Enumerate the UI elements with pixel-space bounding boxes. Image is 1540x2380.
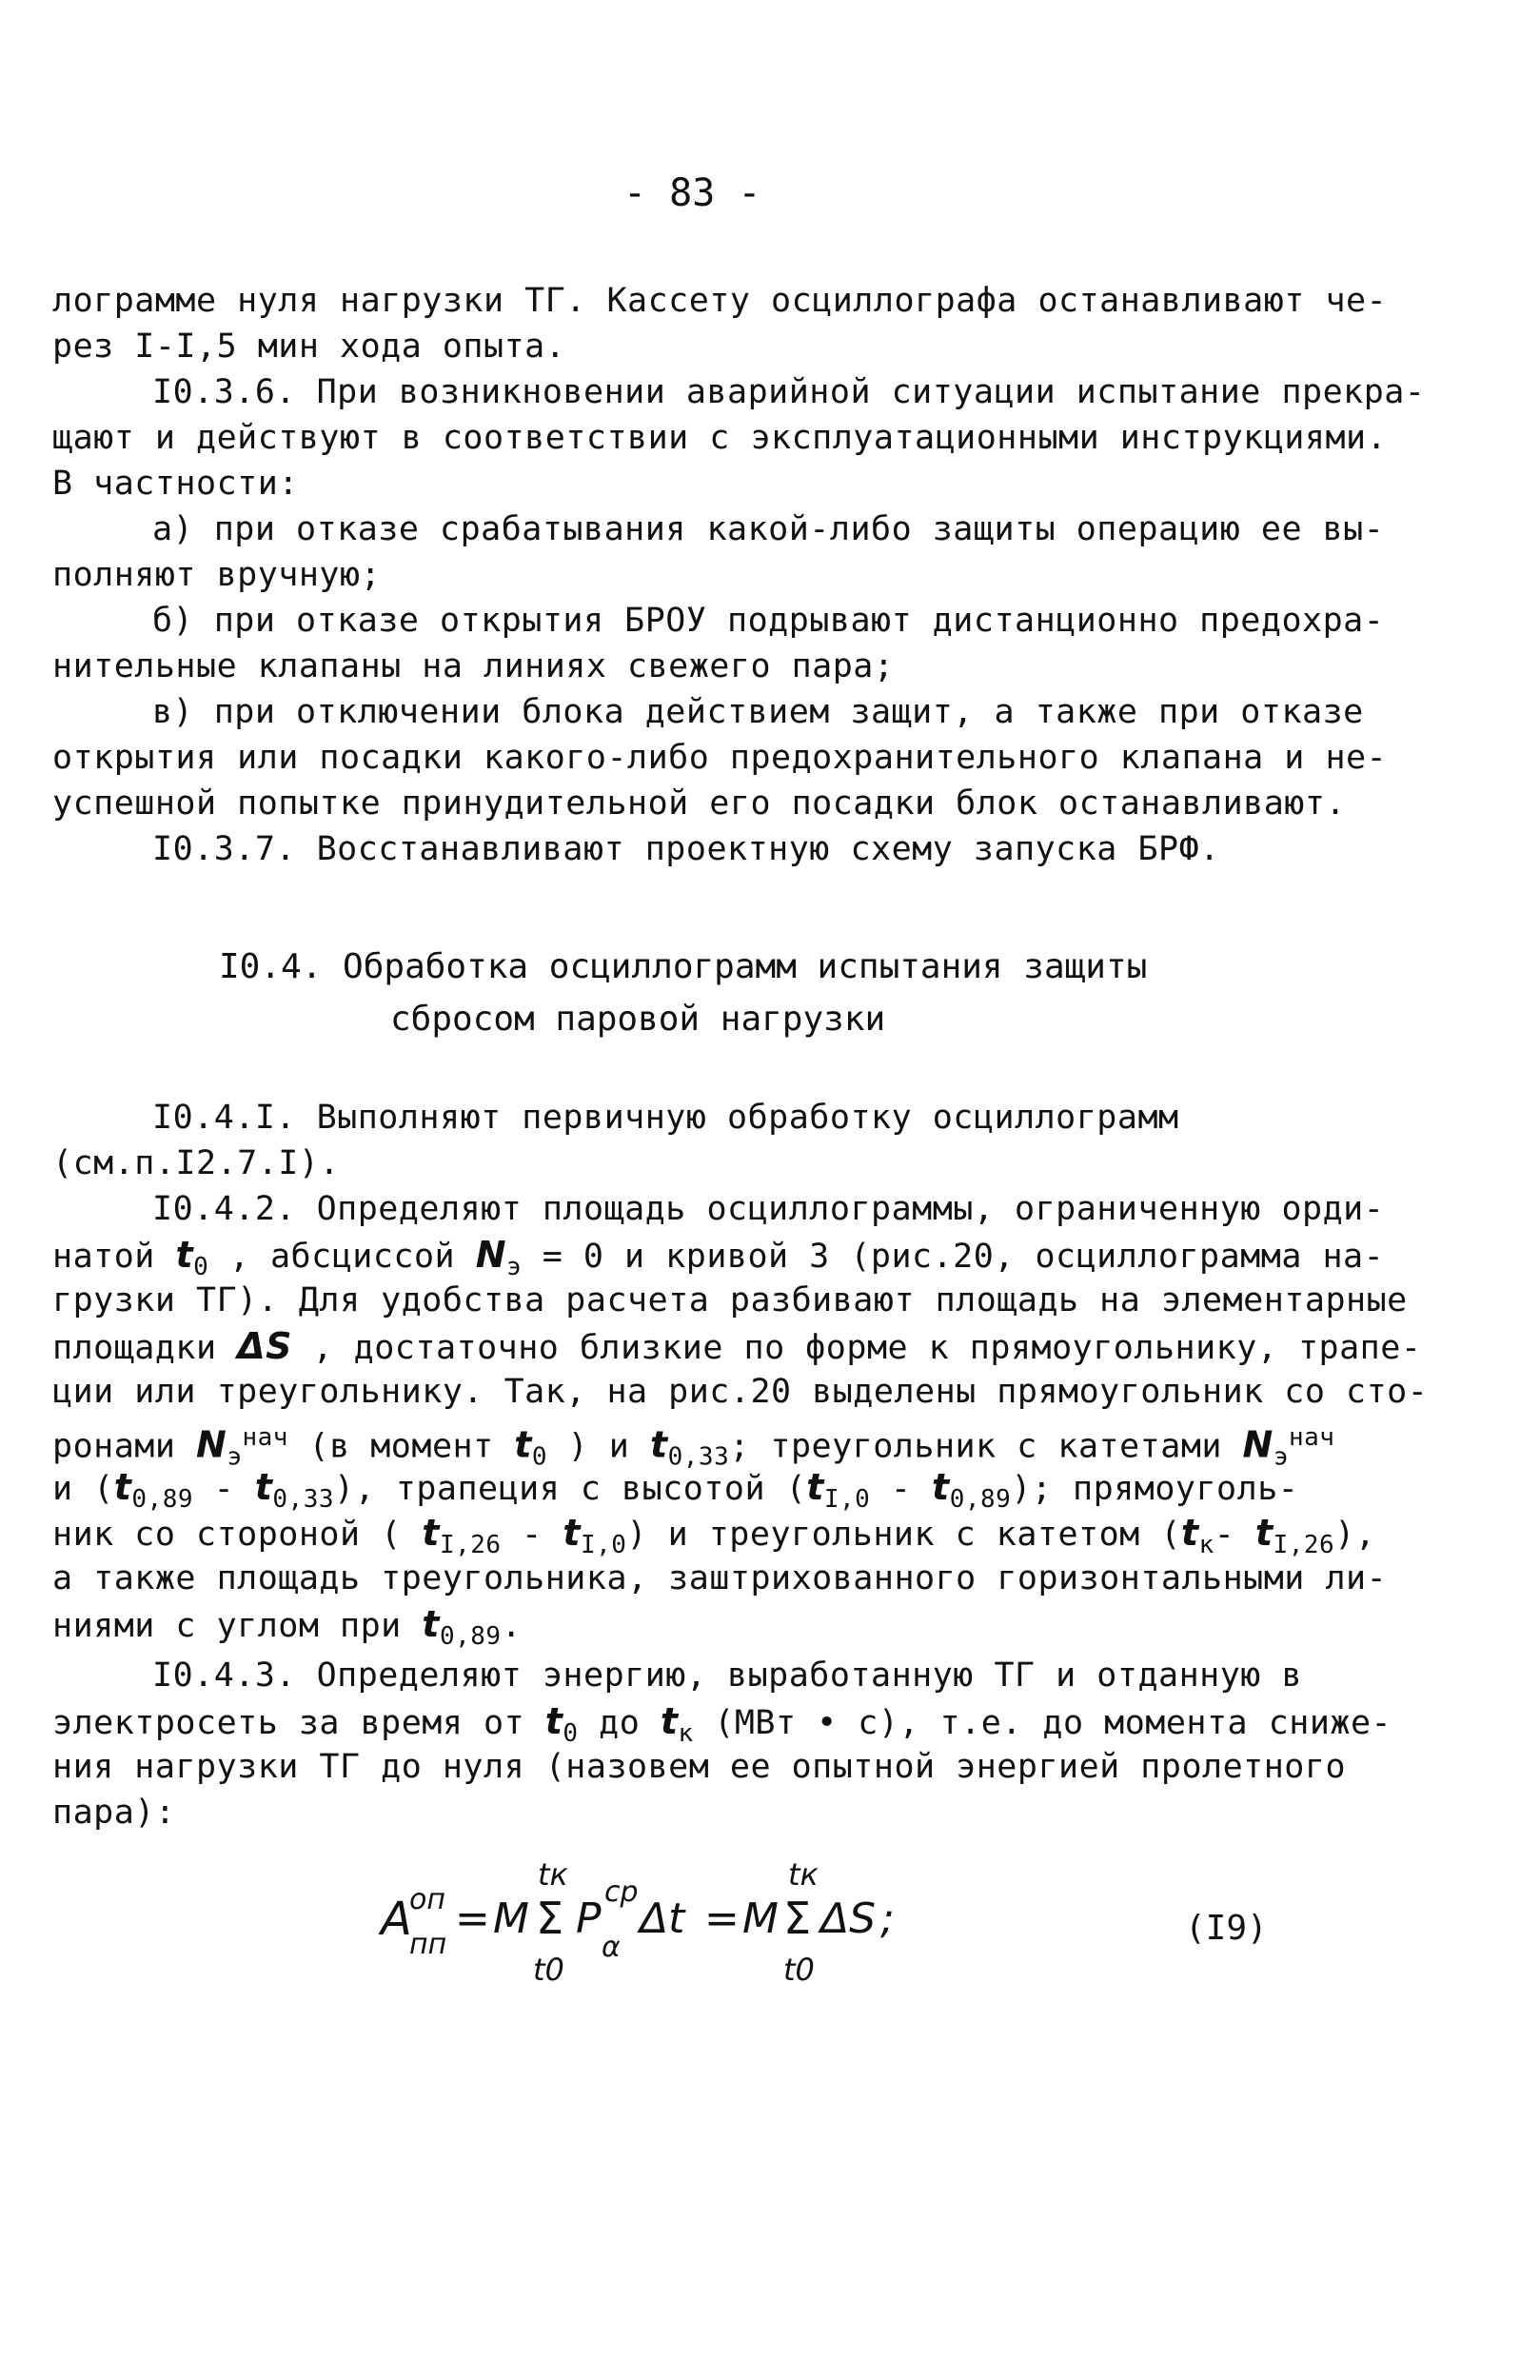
symbol-t: t [422, 1603, 440, 1645]
text-run: и ( [52, 1470, 114, 1508]
symbol-t: t [422, 1512, 440, 1554]
symbol-t: t [563, 1512, 581, 1554]
list-item-c: в) при отключении блока действием защит, а также при отказе [152, 693, 1364, 731]
text-line: нительные клапаны на линиях свежего пара; [52, 647, 895, 685]
paragraph-10-4-2: I0.4.2. Определяют площадь осциллограммы, ограниченную орди- [152, 1190, 1385, 1228]
superscript: нач [242, 1423, 288, 1452]
formula-A-subscript: пп [409, 1928, 447, 1961]
text-line: успешной попытке принудительной его посадки блок останавливают. [52, 784, 1347, 823]
symbol-N: N [1242, 1423, 1273, 1466]
text-run: ); прямоуголь- [1011, 1470, 1299, 1508]
subscript: к [678, 1719, 694, 1748]
text-run: - [501, 1516, 563, 1554]
formula-delta-s: ΔS [820, 1894, 877, 1943]
formula-A: A [381, 1893, 412, 1946]
subscript: э [506, 1253, 523, 1281]
text-line: (см.п.I2.7.I). [52, 1144, 341, 1182]
text-run: электросеть за время от [52, 1704, 545, 1742]
section-heading-line2: сбросом паровой нагрузки [390, 1000, 886, 1039]
page-number: - 83 - [623, 171, 761, 215]
text-run: - [1214, 1516, 1255, 1554]
formula-sum-lower: t0 [783, 1952, 815, 1988]
text-run: ниями с углом при [52, 1607, 423, 1645]
formula-A-superscript: оп [409, 1883, 445, 1916]
text-run: - [870, 1470, 933, 1508]
symbol-t: t [254, 1466, 273, 1508]
subscript: I,0 [823, 1485, 871, 1514]
text-line: лограмме нуля нагрузки ТГ. Кассету осциллографа останавливают че- [52, 282, 1388, 320]
symbol-N: N [196, 1423, 227, 1466]
text-run: ник со стороной ( [52, 1516, 423, 1554]
symbol-t: t [1180, 1512, 1199, 1554]
text-line: щают и действуют в соответствии с эксплуатационными инструкциями. [52, 419, 1388, 457]
text-run: , достаточно близкие по форме к прямоугольнику, трапе- [291, 1329, 1422, 1367]
symbol-t: t [1254, 1512, 1273, 1554]
section-heading: I0.4. Обработка осциллограмм испытания защиты [219, 947, 1148, 986]
text-line: ния нагрузки ТГ до нуля (назовем ее опытной энергией пролетного [52, 1748, 1347, 1786]
formula-M: M [493, 1894, 529, 1943]
subscript: 0,33 [667, 1442, 730, 1472]
text-run: . [501, 1607, 523, 1645]
symbol-delta-s: ΔS [237, 1325, 292, 1367]
formula-equals: = [455, 1894, 490, 1943]
subscript: I,26 [1273, 1531, 1335, 1559]
paragraph-10-3-7: I0.3.7. Восстанавливают проектную схему запуска БРФ. [152, 830, 1220, 868]
text-line: а также площадь треугольника, заштрихованного горизонтальными ли- [52, 1559, 1388, 1597]
subscript: 0,33 [272, 1485, 335, 1514]
formula-delta-t: Δt [640, 1894, 685, 1943]
formula-semicolon: ; [880, 1894, 895, 1943]
symbol-t: t [175, 1234, 194, 1276]
text-line: В частности: [52, 465, 299, 503]
formula-sum-upper: tк [788, 1856, 819, 1893]
text-line: ции или треугольнику. Так, на рис.20 выделены прямоугольник со сто- [52, 1373, 1429, 1411]
text-run: ) и [547, 1427, 650, 1466]
symbol-t: t [649, 1423, 668, 1466]
text-line: открытия или посадки какого-либо предохранительного клапана и не- [52, 739, 1388, 777]
text-run: ) и треугольник с катетом ( [626, 1516, 1181, 1554]
superscript: нач [1289, 1423, 1335, 1452]
formula-P-subscript: α [602, 1931, 621, 1964]
list-item-b: б) при отказе открытия БРОУ подрывают дистанционно предохра- [152, 602, 1385, 640]
text-run: , абсциссой [208, 1238, 476, 1276]
subscript: 0 [531, 1442, 548, 1472]
paragraph-10-3-6: I0.3.6. При возникновении аварийной ситуации испытание прекра- [152, 373, 1426, 411]
subscript: 0,89 [439, 1622, 502, 1651]
text-line: грузки ТГ). Для удобства расчета разбивают площадь на элементарные [52, 1281, 1408, 1319]
formula-sum-lower: t0 [533, 1952, 564, 1988]
formula-equals: = [704, 1894, 740, 1943]
subscript: э [227, 1442, 243, 1472]
text-line: рез I-I,5 мин хода опыта. [52, 327, 566, 366]
subscript: I,26 [439, 1531, 502, 1559]
subscript: 0,89 [949, 1485, 1012, 1514]
subscript: э [1273, 1442, 1289, 1472]
text-run: ; треугольник с катетами [729, 1427, 1243, 1466]
formula-sum-upper: tк [538, 1856, 568, 1893]
text-line: полняют вручную; [52, 556, 382, 594]
text-run: до [578, 1704, 661, 1742]
subscript: к [1198, 1531, 1214, 1559]
formula-M: M [742, 1894, 779, 1943]
symbol-t: t [660, 1700, 679, 1742]
text-run: ронами [52, 1427, 197, 1466]
formula-P: P [576, 1894, 602, 1943]
text-line: пара): [52, 1794, 176, 1832]
text-run: площадки [52, 1329, 238, 1367]
text-run: натой [52, 1238, 176, 1276]
symbol-t: t [544, 1700, 563, 1742]
formula-number: (I9) [1185, 1909, 1268, 1948]
text-line [52, 1601, 522, 1659]
symbol-t: t [514, 1423, 532, 1466]
symbol-t: t [113, 1466, 132, 1508]
subscript: 0 [563, 1719, 579, 1748]
symbol-t: t [932, 1466, 950, 1508]
symbol-t: t [806, 1466, 824, 1508]
formula-P-superscript: ср [604, 1875, 639, 1909]
text-line [52, 1323, 1421, 1371]
paragraph-10-4-1: I0.4.I. Выполняют первичную обработку осциллограмм [152, 1099, 1179, 1137]
symbol-N: N [475, 1234, 507, 1276]
paragraph-10-4-3: I0.4.3. Определяют энергию, выработанную ТГ и отданную в [152, 1656, 1303, 1695]
text-run: (МВт • с), т.е. до момента сниже- [693, 1704, 1392, 1742]
formula-sum: Σ [536, 1893, 564, 1944]
subscript: 0,89 [131, 1485, 194, 1514]
subscript: 0 [193, 1253, 209, 1281]
formula-sum: Σ [783, 1893, 812, 1944]
text-run: ), [1334, 1516, 1376, 1554]
text-run: (в момент [287, 1427, 515, 1466]
text-run: - [193, 1470, 255, 1508]
subscript: I,0 [580, 1531, 627, 1559]
text-run: = 0 и кривой 3 (рис.20, осциллограмма на- [522, 1238, 1385, 1276]
list-item-a: а) при отказе срабатывания какой-либо защиты операцию ее вы- [152, 510, 1385, 548]
text-run: ), трапеция с высотой ( [334, 1470, 807, 1508]
